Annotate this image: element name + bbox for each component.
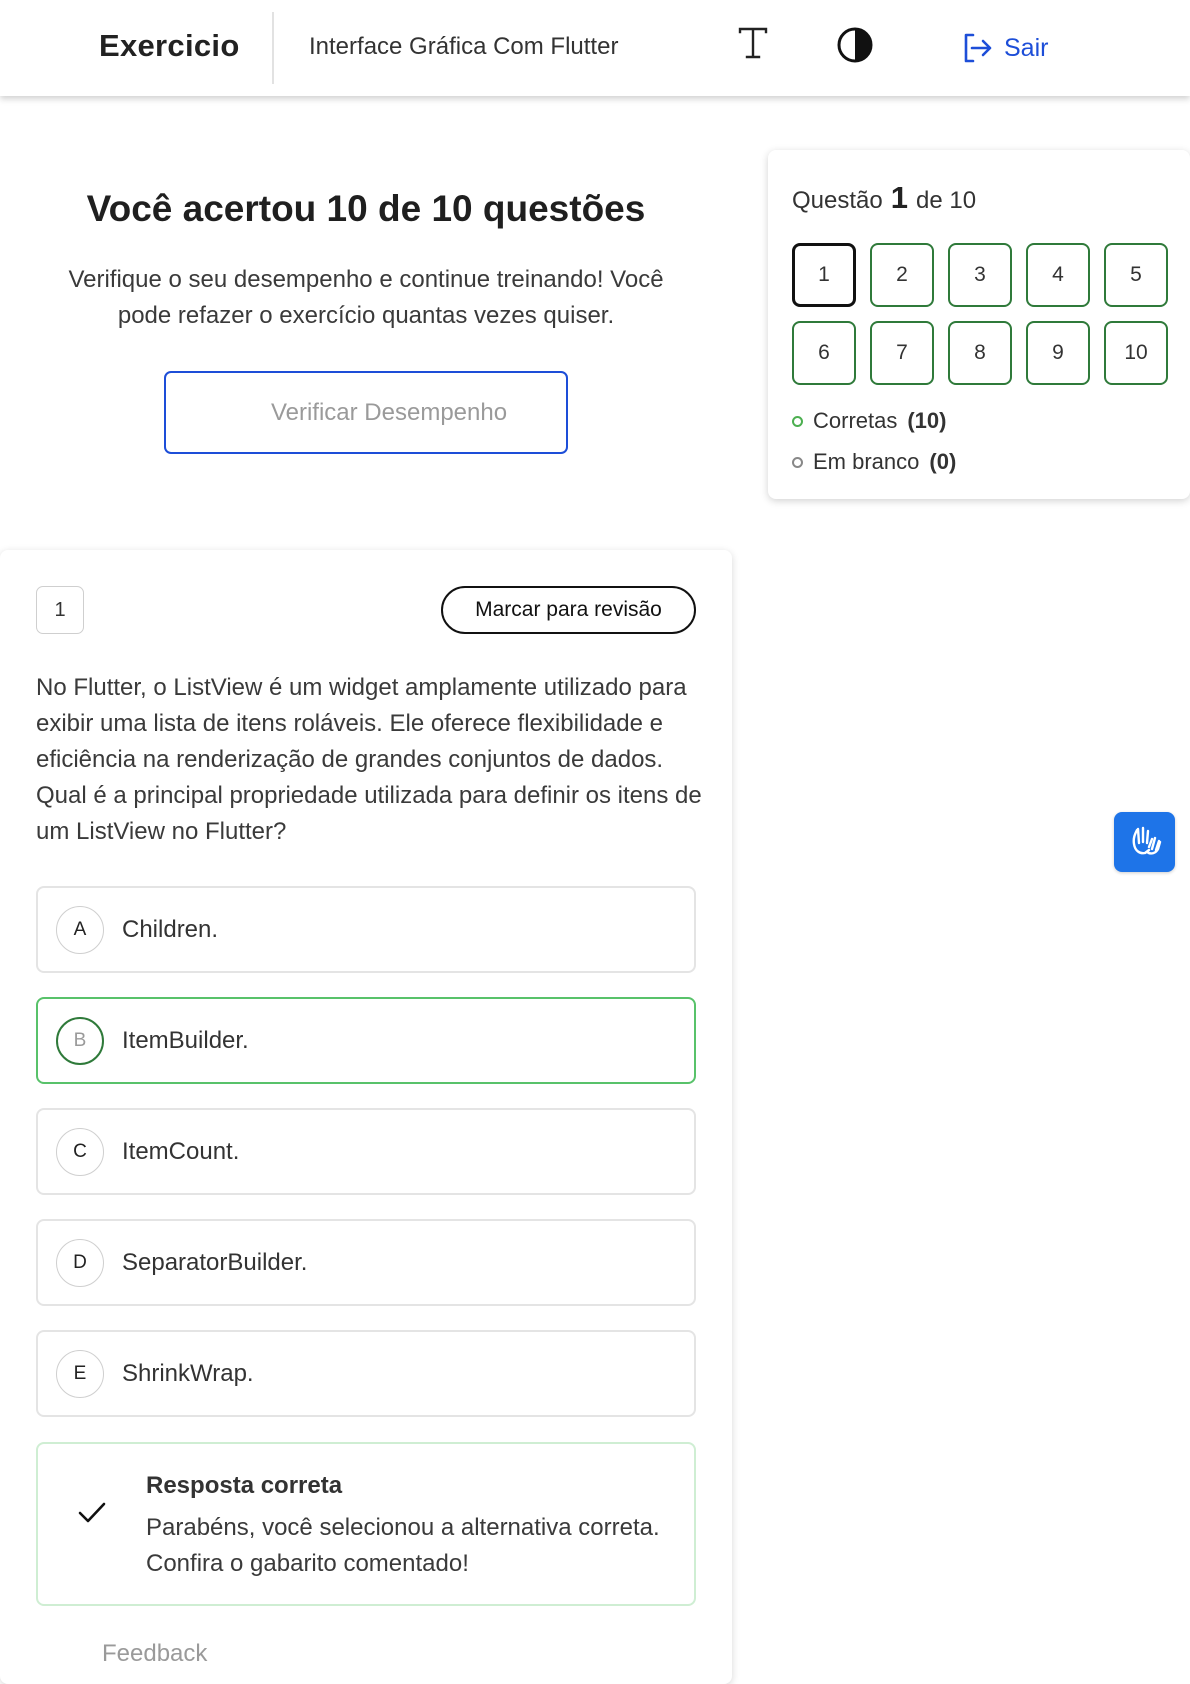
header-divider xyxy=(272,12,274,84)
option-letter: A xyxy=(56,906,104,954)
check-icon xyxy=(76,1496,108,1528)
legend-blank xyxy=(792,449,956,475)
legend-correct-label: Corretas xyxy=(813,408,898,433)
question-card xyxy=(0,550,732,1684)
option-text: ShrinkWrap. xyxy=(122,1359,254,1387)
top-header xyxy=(0,0,1190,96)
blank-dot-icon xyxy=(792,457,803,468)
option-text: SeparatorBuilder. xyxy=(122,1248,308,1276)
navigator-suffix: de 10 xyxy=(915,187,977,214)
question-button-6[interactable]: 6 xyxy=(792,321,856,385)
option-a[interactable] xyxy=(36,886,696,973)
question-button-1[interactable]: 1 xyxy=(792,243,856,307)
question-navigator xyxy=(768,150,1190,499)
logout-icon xyxy=(960,31,994,65)
navigator-current: 1 xyxy=(890,180,908,215)
option-letter: B xyxy=(56,1017,104,1065)
answer-feedback xyxy=(36,1442,696,1606)
feedback-text: Parabéns, você selecionou a alternativa correta. Confira o gabarito comentado! xyxy=(146,1514,660,1577)
logout-label: Sair xyxy=(1004,33,1049,62)
correct-dot-icon xyxy=(792,416,803,427)
result-title: Você acertou 10 de 10 questões xyxy=(86,188,646,229)
question-grid xyxy=(792,243,1168,385)
option-text: ItemCount. xyxy=(122,1137,240,1165)
question-button-10[interactable]: 10 xyxy=(1104,321,1168,385)
question-button-5[interactable]: 5 xyxy=(1104,243,1168,307)
feedback-link[interactable]: Feedback xyxy=(102,1640,208,1667)
question-number: 1 xyxy=(36,586,84,634)
option-letter: C xyxy=(56,1128,104,1176)
option-e[interactable] xyxy=(36,1330,696,1417)
legend-correct-count: (10) xyxy=(907,408,947,433)
option-b[interactable] xyxy=(36,997,696,1084)
option-letter: D xyxy=(56,1239,104,1287)
sign-language-hands-icon xyxy=(1125,822,1165,862)
check-performance-button[interactable]: Verificar Desempenho xyxy=(164,371,568,454)
result-description: Verifique o seu desempenho e continue treinando! Você pode refazer o exercício quantas vezes quiser. xyxy=(68,266,664,329)
sign-language-accessibility-button[interactable] xyxy=(1114,812,1175,872)
contrast-icon[interactable] xyxy=(836,26,874,64)
question-text: No Flutter, o ListView é um widget amplamente utilizado para exibir uma lista de itens roláveis. Ele oferece flexibilidade e eficiência na renderização de grandes conjuntos de dados. Qual é a principal propriedade utilizada para definir os itens de um ListView no Flutter? xyxy=(36,674,702,845)
legend-correct xyxy=(792,408,946,434)
brand-title: Exercicio xyxy=(99,28,240,63)
legend-blank-count: (0) xyxy=(929,449,957,474)
navigator-prefix: Questão xyxy=(792,187,883,214)
question-button-3[interactable]: 3 xyxy=(948,243,1012,307)
question-button-8[interactable]: 8 xyxy=(948,321,1012,385)
mark-for-review-button[interactable]: Marcar para revisão xyxy=(441,586,696,634)
question-button-4[interactable]: 4 xyxy=(1026,243,1090,307)
question-button-2[interactable]: 2 xyxy=(870,243,934,307)
logout-button[interactable] xyxy=(960,28,1048,68)
question-button-7[interactable]: 7 xyxy=(870,321,934,385)
question-button-9[interactable]: 9 xyxy=(1026,321,1090,385)
legend-blank-label: Em branco xyxy=(813,449,920,474)
option-text: ItemBuilder. xyxy=(122,1026,249,1054)
option-d[interactable] xyxy=(36,1219,696,1306)
course-title: Interface Gráfica Com Flutter xyxy=(309,33,619,60)
font-size-icon[interactable] xyxy=(735,24,771,64)
option-c[interactable] xyxy=(36,1108,696,1195)
option-letter: E xyxy=(56,1350,104,1398)
feedback-title: Resposta correta xyxy=(146,1472,343,1499)
option-text: Children. xyxy=(122,915,219,943)
navigator-heading xyxy=(792,180,976,216)
